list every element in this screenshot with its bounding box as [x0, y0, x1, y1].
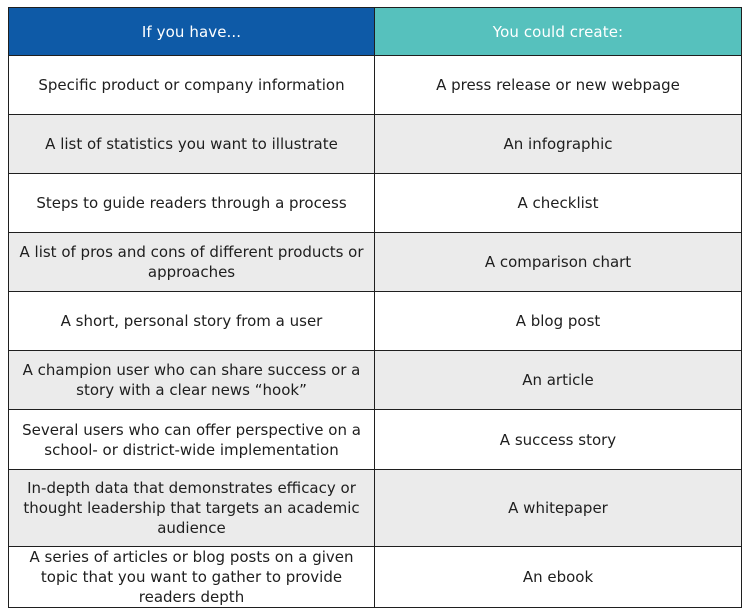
create-cell: A comparison chart — [375, 233, 742, 292]
table-row — [9, 470, 742, 547]
have-cell: A list of pros and cons of different products or approaches — [9, 233, 375, 292]
have-cell: A champion user who can share success or a story with a clear news “hook” — [9, 351, 375, 410]
create-cell: A press release or new webpage — [375, 56, 742, 115]
have-cell: A short, personal story from a user — [9, 292, 375, 351]
header-you-could-create: You could create: — [375, 8, 742, 56]
table-row — [9, 233, 742, 292]
have-cell: A list of statistics you want to illustrate — [9, 115, 375, 174]
create-cell: An ebook — [375, 547, 742, 608]
table-row — [9, 351, 742, 410]
table-row — [9, 410, 742, 470]
content-type-table — [8, 7, 742, 608]
create-cell: A blog post — [375, 292, 742, 351]
table-row — [9, 56, 742, 115]
table-row — [9, 547, 742, 608]
have-cell: Several users who can offer perspective on a school- or district-wide implementation — [9, 410, 375, 470]
table-row — [9, 115, 742, 174]
table-header-row — [9, 8, 742, 56]
create-cell: A success story — [375, 410, 742, 470]
have-cell: Specific product or company information — [9, 56, 375, 115]
create-cell: An infographic — [375, 115, 742, 174]
create-cell: An article — [375, 351, 742, 410]
create-cell: A whitepaper — [375, 470, 742, 547]
create-cell: A checklist — [375, 174, 742, 233]
table-row — [9, 174, 742, 233]
have-cell: In-depth data that demonstrates efficacy or thought leadership that targets an academic audience — [9, 470, 375, 547]
header-if-you-have: If you have... — [9, 8, 375, 56]
table-row — [9, 292, 742, 351]
have-cell: Steps to guide readers through a process — [9, 174, 375, 233]
have-cell: A series of articles or blog posts on a given topic that you want to gather to provide readers depth — [9, 547, 375, 608]
